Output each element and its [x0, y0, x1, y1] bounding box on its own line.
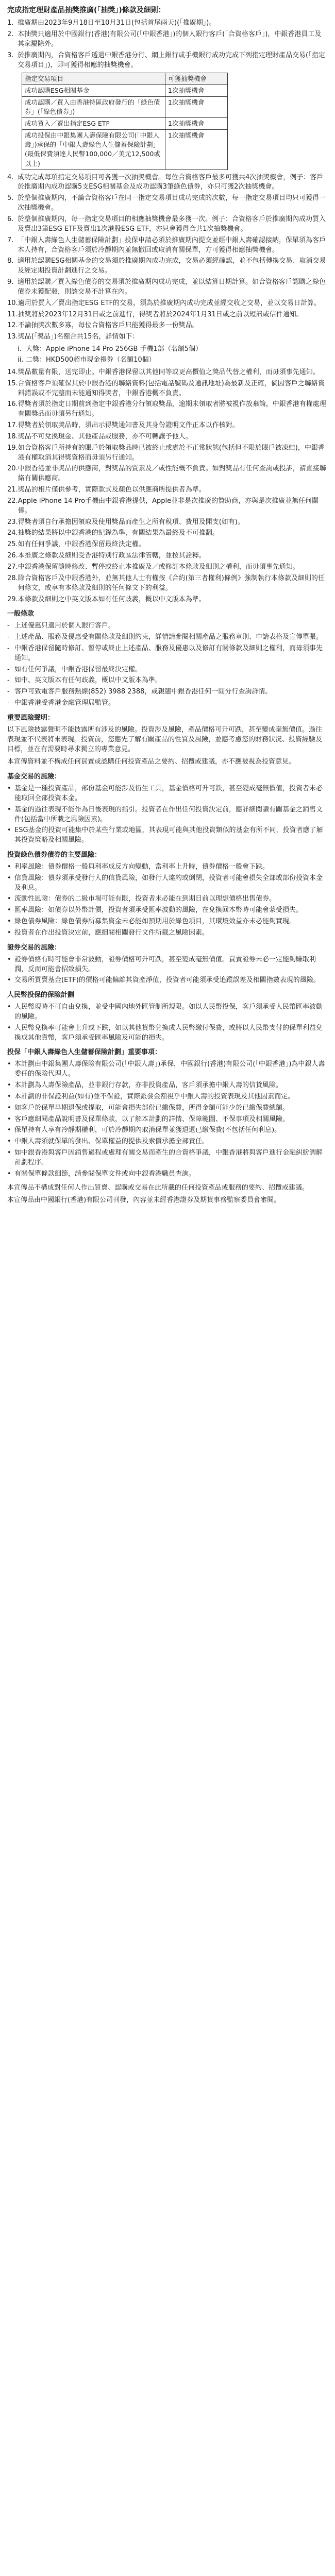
bullet-icon: • — [7, 955, 11, 963]
bullet-icon: • — [7, 1115, 11, 1123]
risk-paragraph: 以下風險披露聲明不能披露所有涉及的風險。投資涉及風險，產品價格可升可跌，甚至變成毫無價值。過往表現並不代表將來表現。投資前，您應先了解有關產品的性質及風險，並應考慮您的財務狀況、投資經驗及目標，並在有需要時尋求獨立的專業意見。 — [7, 725, 323, 753]
term-item: 9. 適用於認購／買入綠色債券的交易須於推廣期內成功完成，並以結算日期計算。如合資格客戶認購之綠色債券未獲配發，則該交易不計算在內。 — [7, 278, 326, 296]
table-row — [22, 118, 228, 130]
bullet-item: • 匯率風險：如債券以外幣計價，投資者須承受匯率波動的風險，在兌換回本幣時可能會蒙受損失。 — [7, 906, 328, 916]
bullet-item: • 流動性風險：債券的二級市場可能有限，投資者未必能在到期日前以理想價格出售債券。 — [7, 894, 328, 904]
bullet-item: • 綠色債券風險：綠色債券所募集資金未必能如預期用於綠色項目，其環境效益亦未必能夠實現。 — [7, 917, 328, 927]
bullet-icon: • — [7, 862, 11, 871]
term-item: 1. 推廣期由2023年9月18日至10月31日(包括首尾兩天)(「推廣期」)。 — [7, 19, 216, 27]
table-row — [22, 96, 228, 117]
table-header-cell: 指定交易項目 — [22, 73, 165, 84]
terms-page — [0, 0, 335, 1216]
bullet-icon: • — [7, 929, 11, 937]
designated-transactions-table — [22, 73, 228, 170]
rmb-insurance-title: 人民幣投保的保險計劃 — [7, 991, 75, 999]
bullet-icon: • — [7, 1060, 11, 1069]
term-item: 29. 本條款及細則之中英文版本如有任何歧義，概以中文版本為準。 — [7, 595, 206, 603]
bullet-icon: • — [7, 805, 11, 814]
bullet-item: • 本計劃的非保證利益(如有)並不保證，實際派發金額視乎中銀人壽的投資表現及其他因素而定。 — [7, 1092, 328, 1102]
bullet-icon: • — [7, 976, 11, 985]
bullet-icon: • — [7, 918, 11, 926]
bullet-icon: - — [7, 633, 10, 641]
table-header-cell: 可獲抽獎機會 — [165, 73, 228, 84]
term-item: 13. 獎品(「獎品」)名額合共15名，詳情如下： — [7, 333, 139, 341]
general-terms-list — [7, 621, 328, 708]
fund-risk-list — [7, 784, 328, 845]
bullet-item: • ESG基金的投資可能集中於某些行業或地區，其表現可能與其他投資類似的基金有所不同，投資者應了解其投資策略及相關風險。 — [7, 826, 328, 845]
terms-list-a — [7, 19, 328, 70]
closing-paragraph: 本宣傳品由中國銀行(香港)有限公司刊發，內容並未經香港證券及期貨事務監察委員會審閱。 — [7, 1196, 281, 1205]
term-item: 3. 於推廣期內，合資格客戶透過中銀香港分行、網上銀行或手機銀行成功完成下列指定理財產品交易(「指定交易項目」)，即可獲得相應的抽獎機會。 — [7, 51, 325, 69]
bullet-item: • 投資者在作出投資決定前，應細閱相關發行文件所載之風險因素。 — [7, 928, 328, 938]
bullet-item: • 如中銀香港與客戶因銷售過程或處理有關交易而產生的合資格爭議，中銀香港將與客戶進行金融糾紛調解計劃程序。 — [7, 1148, 328, 1168]
fund-risk-title: 基金交易的風險： — [7, 773, 61, 781]
bullet-item: • 有關保單條款細節，請參閱保單文件或向中銀香港職員查詢。 — [7, 1170, 328, 1179]
table-row — [22, 130, 228, 170]
term-item: 28. 除合資格客戶及中銀香港外，並無其他人士有權按《合約(第三者權利)條例》強制執行本條款及細則的任何條文，或享有本條款及細則的任何條文下的利益。 — [7, 574, 325, 592]
bullet-icon: - — [7, 665, 10, 673]
bullet-icon: • — [7, 1170, 11, 1178]
term-item: 10. 適用於買入／賣出指定ESG ETF的交易，須為於推廣期內成功完成並經交收之交易，並以交易日計算。 — [7, 299, 321, 307]
term-item: 4. 成功完成每項指定交易項目可各獲一次抽獎機會。每位合資格客戶最多可獲共4次抽獎機會，例子：客戶於推廣期內成功認購5支ESG相關基金及成功認購3筆綠色債券，亦只可獲2次抽獎機會。 — [7, 173, 324, 191]
bullet-icon: • — [7, 785, 11, 793]
term-item: 16. 得獎者須於指定日期前到指定中銀香港分行領取獎品，逾期未領取者將被視作放棄論，中銀香港有權處理有關獎品而毋須另行通知。 — [7, 400, 326, 418]
document-title: 完成指定理財產品抽獎推廣(「抽獎」)條款及細則： — [7, 6, 165, 14]
bullet-item: - 客戶可致電客戶服務熱線(852) 3988 2388，或親臨中銀香港任何一間分行查詢詳情。 — [7, 687, 328, 697]
term-item: 23. 得獎者須自行承擔因領取及使用獎品而產生之所有稅項、費用及開支(如有)。 — [7, 518, 244, 526]
bullet-icon: • — [7, 906, 11, 914]
bullet-icon: - — [7, 622, 10, 630]
table-cell: 成功投保由中銀集團人壽保險有限公司(「中銀人壽」)承保的「中銀人壽綠色人生儲蓄保險計劃」(最低保費須達人民幣100,000／美元12,500或以上) — [22, 130, 165, 170]
bullet-item: - 如有任何爭議，中銀香港保留最終決定權。 — [7, 665, 328, 675]
table-row — [22, 84, 228, 96]
term-item: 7. 「中銀人壽綠色人生儲蓄保險計劃」投保申請必須於推廣期內提交並經中銀人壽確認接納，保單須為客戶本人持有，合資格客戶須於冷靜期內並無撤回或取消有關保單，方可獲得相應抽獎機會。 — [7, 236, 326, 254]
bullet-item: • 人民幣現時不可自由兌換，並受中國內地外匯管制所規限。如以人民幣投保，客戶須承受人民幣匯率波動的風險。 — [7, 1003, 328, 1022]
prize-item: ii. 二獎：HKD500超市現金禮券（名額10個） — [18, 355, 156, 364]
bullet-item: - 如中、英文版本有任何歧義，概以中文版本為準。 — [7, 676, 328, 686]
term-item: 22. Apple iPhone 14 Pro手機由中銀香港提供，Apple並非是次推廣的贊助商，亦與是次推廣並無任何關係。 — [7, 497, 319, 515]
bullet-item: • 如客戶於保單早期退保或提取，可能會損失部份已繳保費，所得金額可能少於已繳保費總額。 — [7, 1104, 328, 1113]
table-cell: 1次抽獎機會 — [165, 84, 228, 96]
securities-risk-title: 證券交易的風險： — [7, 943, 61, 952]
table-cell: 1次抽獎機會 — [165, 130, 228, 170]
term-item: 5. 於整個推廣期內，不論合資格客戶在同一指定交易項目成功完成的次數，每一指定交易項目均只可獲得一次抽獎機會。 — [7, 194, 326, 212]
term-item: 24. 抽獎的結果將以中銀香港的紀錄為準，有關結果為最終及不可推翻。 — [7, 529, 219, 537]
term-item: 14. 獎品數量有限，送完即止。中銀香港保留以其他同等或更高價值之獎品代替之權利，而毋須事先通知。 — [7, 368, 320, 376]
bullet-item: • 交易所買賣基金(ETF)的價格可能偏離其資產淨值，投資者可能須承受追蹤誤差及相關指數表現的風險。 — [7, 976, 328, 986]
table-cell: 成功買入／賣出指定ESG ETF — [22, 118, 165, 130]
life-insurance-list — [7, 1060, 328, 1179]
table-cell: 1次抽獎機會 — [165, 118, 228, 130]
life-insurance-title: 投保「中銀人壽綠色人生儲蓄保險計劃」重要事項： — [7, 1048, 162, 1057]
bullet-icon: • — [7, 1081, 11, 1089]
bullet-item: • 中銀人壽須就保單的發出、保單權益的提供及索償承擔全部責任。 — [7, 1137, 328, 1147]
bullet-icon: • — [7, 1003, 11, 1011]
bullet-item: • 客戶應細閱產品說明書及保單條款，以了解本計劃的詳情、保障範圍、不保事項及相關風險。 — [7, 1115, 328, 1125]
bullet-item: - 上述產品、服務及優惠受有關條款及細則約束，詳情請參閱相關產品之服務章則、申請表格及宣傳單張。 — [7, 633, 328, 642]
term-item: 21. 獎品的相片僅供參考，實際款式及顏色以供應商所提供者為準。 — [7, 486, 206, 494]
bullet-icon: - — [7, 676, 10, 685]
prize-list — [18, 345, 328, 365]
rmb-insurance-list — [7, 1003, 328, 1043]
risk-disclosure-title: 重要風險聲明： — [7, 714, 55, 722]
bullet-item: • 本計劃為人壽保險產品，並非銀行存款，亦非投資產品，客戶須承擔中銀人壽的信貸風險。 — [7, 1081, 328, 1091]
bullet-item: • 基金的過往表現不能作為日後表現的指引。投資者在作出任何投資決定前，應詳細閱讀有關基金之銷售文件(包括當中所載之風險因素)。 — [7, 805, 328, 825]
table-cell: 成功認購ESG相關基金 — [22, 84, 165, 96]
bullet-item: • 利率風險：債券價格一般與利率成反方向變動，當利率上升時，債券價格一般會下跌。 — [7, 862, 328, 872]
bullet-item: • 人民幣兌換率可能會上升或下跌，如以其他貨幣兌換成人民幣繳付保費，或將以人民幣支付的保單利益兌換成其他貨幣，客戶須承受匯率風險及可能的損失。 — [7, 1024, 328, 1043]
term-item: 19. 如合資格客戶所持有的賬戶於領取獎品時已被終止或處於不正常狀態(包括但不限於賬戶被凍結)，中銀香港有權取消其得獎資格而毋須另行通知。 — [7, 444, 325, 462]
bullet-icon: • — [7, 1126, 11, 1134]
bullet-item: • 信貸風險：債券須承受發行人的信貸風險，如發行人違約或倒閉，投資者可能會損失全部或部份投資本金及利息。 — [7, 874, 328, 893]
term-item: 27. 中銀香港保留隨時修改、暫停或終止本推廣及／或修訂本條款及細則之權利，而毋須事先通知。 — [7, 563, 299, 571]
bullet-item: - 中銀香港保留隨時修訂、暫停或終止上述產品、服務及優惠以及修訂有關條款及細則之權利，而毋須事先通知。 — [7, 644, 328, 664]
bullet-icon: • — [7, 874, 11, 882]
bullet-item: - 中銀香港受香港金融管理局監管。 — [7, 699, 328, 708]
table-cell: 成功認購／買入由香港特區政府發行的「綠色債券」(「綠色債券」) — [22, 96, 165, 117]
bond-risk-list — [7, 862, 328, 938]
closing-paragraph: 本宣傳品不構成對任何人作出買賣、認購或交易在此所載的任何投資產品或服務的要約、招攬或建議。 — [7, 1183, 309, 1192]
table-header-row — [22, 73, 228, 84]
term-item: 6. 於整個推廣期內，每一指定交易項目的相應抽獎機會最多獲一次。例子：合資格客戶於推廣期內成功買入及賣出3筆ESG ETF及賣出1次港股ESG ETF，亦只會獲得合共1次抽獎機會。 — [7, 215, 326, 233]
term-item: 18. 獎品不可兌換現金、其他產品或服務，亦不可轉讓予他人。 — [7, 432, 192, 440]
bullet-item: • 保單持有人享有冷靜期權利，可於冷靜期內取消保單並獲退還已繳保費(不包括任何利息)。 — [7, 1126, 328, 1136]
term-item: 15. 合資格客戶須確保其於中銀香港的聯絡資料(包括電話號碼及通訊地址)為最新及正確，倘因客戶之聯絡資料錯誤或不完整而未能通知得獎者，中銀香港概不負責。 — [7, 379, 325, 397]
bullet-icon: - — [7, 699, 10, 707]
term-item-prizes — [7, 344, 328, 366]
bond-risk-title: 投資綠色債券債券的主要風險： — [7, 851, 102, 859]
bullet-icon: - — [7, 644, 10, 652]
term-item: 12. 不論抽獎次數多寡，每位合資格客戶只能獲得最多一份獎品。 — [7, 321, 199, 330]
bullet-icon: • — [7, 1138, 11, 1146]
bullet-item: - 上述優惠只適用於個人銀行客戶。 — [7, 621, 328, 631]
bullet-icon: • — [7, 1092, 11, 1100]
term-item: 2. 本抽獎只適用於中國銀行(香港)有限公司(「中銀香港」)的個人銀行客戶(「合資格客戶」)，中銀香港員工及其家屬除外。 — [7, 30, 322, 48]
terms-list-c — [7, 368, 328, 605]
term-item: 8. 適用於認購ESG相關基金的交易須於推廣期內成功完成，交易必須經確認，並不包括轉換交易、取消交易及經定期投資計劃進行之交易。 — [7, 257, 326, 275]
bullet-item: • 證券價格有時可能會非常波動，證券價格可升可跌，甚至變成毫無價值。買賣證券未必一定能夠賺取利潤，反而可能會招致損失。 — [7, 955, 328, 975]
securities-risk-list — [7, 955, 328, 986]
bullet-item: • 本計劃由中銀集團人壽保險有限公司(「中銀人壽」)承保，中國銀行(香港)有限公司(「中銀香港」)為中銀人壽委任的保險代理人。 — [7, 1060, 328, 1079]
term-item: 17. 得獎者於領取獎品時，須出示得獎通知書及其身份證明文件正本以作核對。 — [7, 421, 239, 430]
bullet-icon: • — [7, 826, 11, 835]
bullet-icon: - — [7, 688, 10, 696]
terms-list-b — [7, 173, 328, 366]
term-item: 11. 抽獎將於2023年12月31日或之前進行，得獎者將於2024年1月31日或之前以短訊或信件通知。 — [7, 310, 303, 318]
prize-item: i. 大獎：Apple iPhone 14 Pro 256GB 手機1部（名額5個） — [18, 345, 203, 353]
bullet-icon: • — [7, 1149, 11, 1157]
bullet-icon: • — [7, 1104, 11, 1112]
table-cell: 1次抽獎機會 — [165, 96, 228, 117]
risk-paragraph: 本宣傳資料並不構成任何買賣或認購任何投資產品之要約、招攬或建議，亦不應被視為投資意見。 — [7, 758, 296, 766]
bullet-item: • 基金是一種投資產品，部份基金可能涉及衍生工具，基金價格可升可跌，甚至變成毫無價值，投資者未必能取回全部投資本金。 — [7, 784, 328, 804]
general-terms-title: 一般條款 — [7, 610, 35, 618]
term-item: 20. 中銀香港並非獎品的供應商，對獎品的質素及／或性能概不負責。如對獎品有任何查詢或投訴，請直接聯絡有關供應商。 — [7, 465, 326, 483]
bullet-icon: • — [7, 1024, 11, 1032]
bullet-icon: • — [7, 895, 11, 903]
term-item: 26. 本推廣之條款及細則受香港特別行政區法律管轄，並按其詮釋。 — [7, 552, 206, 560]
term-item: 25. 如有任何爭議，中銀香港保留最終決定權。 — [7, 540, 145, 549]
